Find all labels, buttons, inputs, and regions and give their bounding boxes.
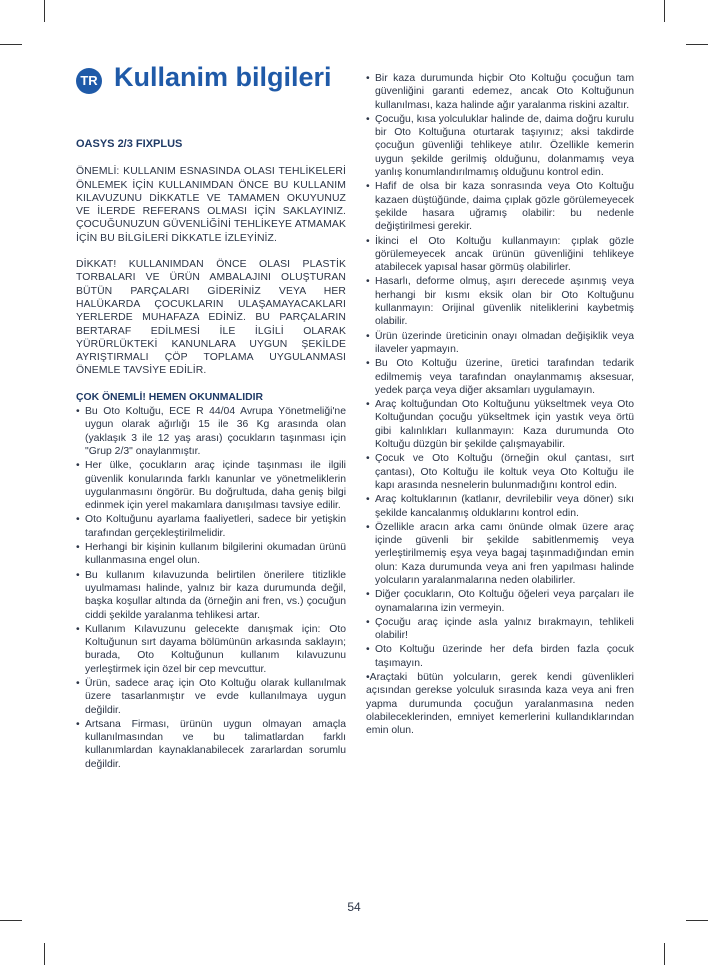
- list-item: • Hasarlı, deforme olmuş, aşırı derecede aşınmış veya herhangi bir kısmı eksik olan bir Oto Koltuğunu kullanmayın: Orijinal güvenlik niteliklerini kaybetmiş olabilir.: [366, 275, 634, 328]
- list-item: • İkinci el Oto Koltuğu kullanmayın: çıplak gözle görülemeyecek ancak ürünün güvenliğini tehlikeye atabilecek yapısal hasar görmüş olabilirler.: [366, 235, 634, 275]
- page-title: Kullanim bilgileri: [114, 62, 332, 92]
- list-item: • Ürün, sadece araç için Oto Koltuğu olarak kullanılmak üzere tasarlanmıştır ve evde kullanılmaya uygun değildir.: [76, 677, 346, 717]
- page-header: [76, 62, 336, 130]
- list-item: • Çocuğu, kısa yolculuklar halinde de, daima doğru kurulu bir Oto Koltuğuna oturtarak taşıyınız; aksi takdirde çocuğun güvenliği tehlikeye atılır. Özellikle kemerin uygun şekilde gerilmiş olduğunu, dolanmamış veya yanlış konumlandırılmamış olduğunu kontrol edin.: [366, 113, 634, 179]
- left-column: [76, 138, 346, 772]
- list-item: • Araç koltuklarının (katlanır, devrilebilir veya döner) sıkı şekilde kancalanmış olduklarını kontrol edin.: [366, 493, 634, 520]
- list-item: • Kullanım Kılavuzunu gelecekte danışmak için: Oto Koltuğunun sırt dayama bölümünün arkasında saklayın; burada, Oto Koltuğunun kullanım kılavuzunu yerleştirmek için özel bir cep mevcuttur.: [76, 623, 346, 676]
- list-item: • Hafif de olsa bir kaza sonrasında veya Oto Koltuğu kazaen düştüğünde, daima çıplak gözle görülemeyecek şekilde hasara uğramış olabilir: bu nedenle değiştirilmesi gerekir.: [366, 180, 634, 233]
- intro-important: ÖNEMLİ: KULLANIM ESNASINDA OLASI TEHLİKELERİ ÖNLEMEK İÇİN KULLANIMDAN ÖNCE BU KULLANIM KILAVUZUNU DİKKATLE VE TAMAMEN OKUYUNUZ VE İLERDE REFERANS OLMASI İÇİN SAKLAYINIZ. ÇOCUĞUNUZUN GÜVENLİĞİNİ TEHLİKEYE ATMAMAK İÇİN BU BİLGİLERİ DİKKATLE İZLEYİNİZ.: [76, 166, 346, 244]
- product-name: OASYS 2/3 FIXPLUS: [76, 138, 183, 150]
- list-item: • Araç koltuğundan Oto Koltuğunu yükseltmek veya Oto Koltuğundan çocuğu yükseltmek için yastık veya örtü gibi kalınlıkları kullanmayın: Kaza durumunda Oto Koltuğu düzgün bir şekilde çalışmayabilir.: [366, 398, 634, 451]
- list-item: • Oto Koltuğunu ayarlama faaliyetleri, sadece bir yetişkin tarafından gerçekleştirilmelidir.: [76, 513, 346, 540]
- crop-mark-top-left: [44, 0, 45, 22]
- list-item: • Bu Oto Koltuğu, ECE R 44/04 Avrupa Yönetmeliği'ne uygun olarak ağırlığı 15 ile 36 Kg arasında olan (yaklaşık 3 ile 12 yaş arası) çocukların taşınması için "Grup 2/3" onaylanmıştır.: [76, 405, 346, 458]
- crop-mark-bottom-right: [664, 943, 665, 965]
- list-item: • Bir kaza durumunda hiçbir Oto Koltuğu çocuğun tam güvenliğini garanti edemez, ancak Oto Koltuğunun kullanılması, kaza halinde ağır yaralanma riskini azaltır.: [366, 72, 634, 112]
- list-item: • Çocuk ve Oto Koltuğu (örneğin okul çantası, sırt çantası), Oto Koltuğu ile koltuk veya Oto Koltuğu ile kapı arasında nesnelerin bulunmadığını kontrol edin.: [366, 452, 634, 492]
- crop-mark-top-right-h: [686, 44, 708, 45]
- list-item: • Her ülke, çocukların araç içinde taşınması ile ilgili güvenlik konularında farklı kanunlar ve yönetmeliklerin uygulanmasını öngörür. Bu doğrultuda, daha geniş bilgi edinmek için yerel makamlara danışılması tavsiye edilir.: [76, 459, 346, 512]
- intro-warning: DİKKAT! KULLANIMDAN ÖNCE OLASI PLASTİK TORBALARI VE ÜRÜN AMBALAJINI OLUŞTURAN BÜTÜN PARÇALARI GİDERİNİZ VEYA HER HALÜKARDA ÇOCUKLARIN ULAŞAMAYACAKLARI YERLERDE MUHAFAZA EDİNİZ. BU PARÇALARIN BERTARAF EDİLMESİ İLE İLGİLİ OLARAK YÜRÜRLÜKTEKİ KANUNLARA UYGUN ŞEKİLDE AYRIŞTIRMALI ÇÖP TOPLAMA UYGULANMASI ÖNEMLE TAVSİYE EDİLİR.: [76, 259, 346, 377]
- section-heading: ÇOK ÖNEMLİ! HEMEN OKUNMALIDIR: [76, 391, 264, 403]
- list-item: • Artsana Firması, ürünün uygun olmayan amaçla kullanılmasından ve bu talimatlardan farklı kullanımlardan kaynaklanabilecek zararlardan sorumlu değildir.: [76, 718, 346, 771]
- final-note: •Araçtaki bütün yolcuların, gerek kendi güvenlikleri açısından gerekse yolculuk sırasında kaza veya ani fren yapma durumunda çocuğun yaralanmasına neden olabileceklerinden, emniyet kemerlerini kullandıklarından emin olun.: [366, 672, 634, 737]
- crop-mark-bottom-left-h: [0, 920, 22, 921]
- right-bullet-list: [366, 72, 634, 670]
- crop-mark-bottom-left: [44, 943, 45, 965]
- right-column: [366, 72, 634, 738]
- crop-mark-top-right: [664, 0, 665, 22]
- list-item: • Özellikle aracın arka camı önünde olmak üzere araç içinde güvenli bir şekilde sabitlenmemiş veya yerleştirilmemiş eşya veya bagaj taşınmadığından emin olun: Kaza durumunda veya ani fren yapılması halinde yolcuların yaralanmalarına neden olabilirler.: [366, 521, 634, 587]
- crop-mark-top-left-h: [0, 44, 22, 45]
- list-item: • Diğer çocukların, Oto Koltuğu öğeleri veya parçaları ile oynamalarına izin vermeyin.: [366, 588, 634, 615]
- list-item: • Ürün üzerinde üreticinin onayı olmadan değişiklik veya ilaveler yapmayın.: [366, 330, 634, 357]
- crop-mark-bottom-right-h: [686, 920, 708, 921]
- list-item: • Çocuğu araç içinde asla yalnız bırakmayın, tehlikeli olabilir!: [366, 616, 634, 643]
- page-number: 54: [347, 900, 361, 914]
- left-bullet-list: [76, 405, 346, 771]
- list-item: • Oto Koltuğu üzerinde her defa birden fazla çocuk taşımayın.: [366, 643, 634, 670]
- list-item: • Herhangi bir kişinin kullanım bilgilerini okumadan ürünü kullanmasına engel olun.: [76, 541, 346, 568]
- list-item: • Bu kullanım kılavuzunda belirtilen önerilere titizlikle uyulmaması halinde, yalnız bir kaza durumunda değil, başka koşullar altında da (örneğin ani fren, vs.) çocuğun ciddi şekilde yaralanma tehlikesi artar.: [76, 569, 346, 622]
- language-badge: TR: [76, 68, 102, 94]
- list-item: • Bu Oto Koltuğu üzerine, üretici tarafından tedarik edilmemiş veya tarafından onaylanmamış aksesuar, yedek parça veya diğer aksamları uygulamayın.: [366, 357, 634, 397]
